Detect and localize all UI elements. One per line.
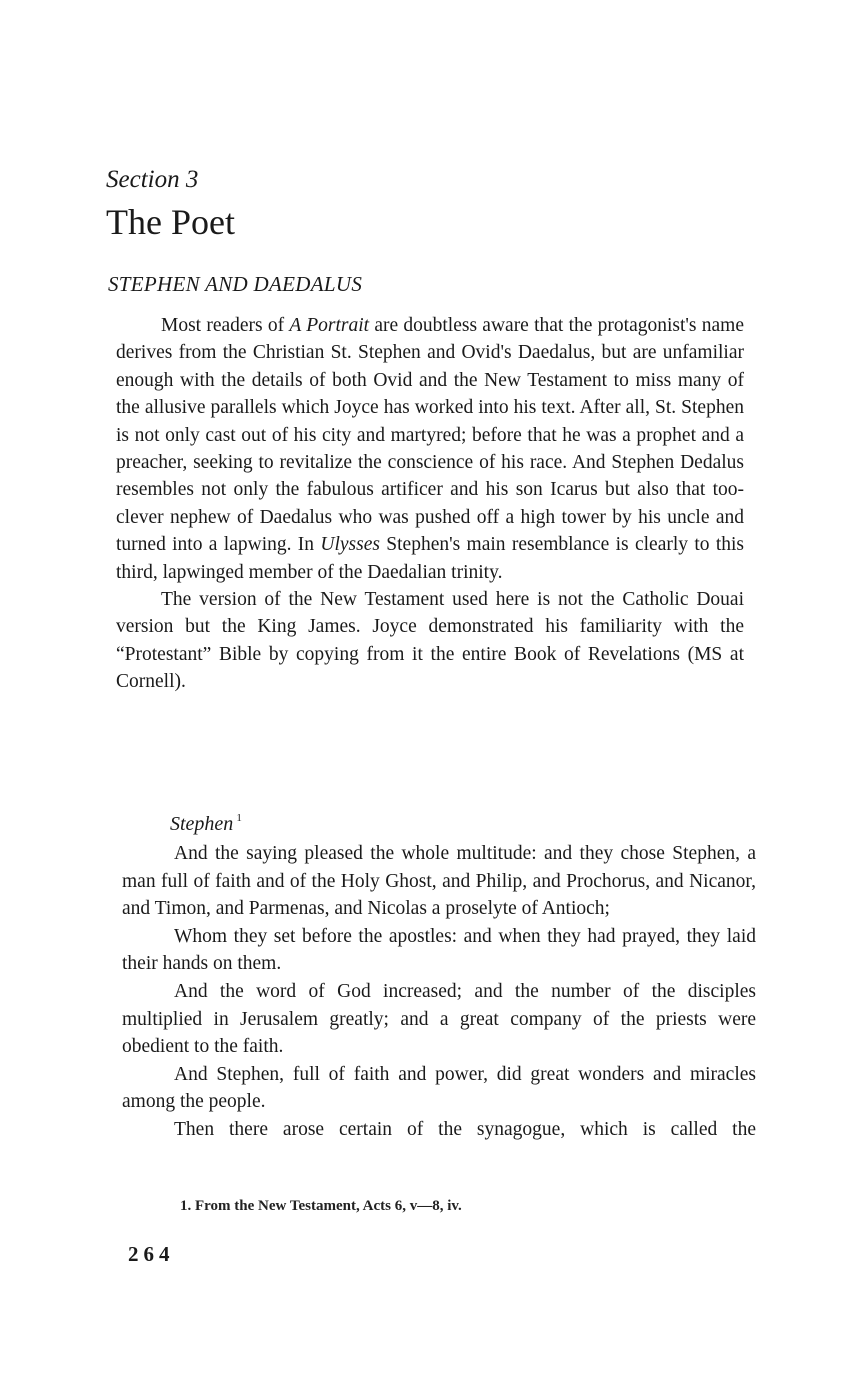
section-title: The Poet: [106, 202, 235, 242]
intro-paragraph-2: The version of the New Testament used here is not the Catholic Douai version but the King James. Joyce demonstrated his familiarity with the “Protestant” Bible by copying from it the entire Book of Revelations (MS at Cornell).: [116, 589, 744, 693]
intro-p1-text-b: are doubtless aware that the protagonist's name derives from the Christian St. Stephen and Ovid's Daedalus, but are unfamiliar enough with the details of both Ovid and the New Testament to miss many of the allusive parallels which Joyce has worked into his text. After all, St. Stephen is not only cast out of his city and martyred; before that he was a prophet and a preacher, seeking to revitalize the conscience of his race. And Stephen Dedalus resembles not only the fabulous artificer and his son Icarus but also that too-clever nephew of Daedalus who was pushed off a high tower by his uncle and turned into a lapwing. In: [116, 315, 744, 556]
intro-p1-text-c: Stephen's main resemblance is clearly to this third, lapwinged member of the Daedalian trinity.: [116, 534, 744, 583]
footnote: 1. From the New Testament, Acts 6, v—8, iv.: [180, 1198, 462, 1214]
footnote-marker: 1: [236, 812, 242, 824]
excerpt-heading-text: Stephen: [170, 813, 234, 835]
verse: And the word of God increased; and the number of the disciples multiplied in Jerusalem greatly; and a great company of the priests were obedient to the faith.: [122, 980, 756, 1058]
verse: And Stephen, full of faith and power, did great wonders and miracles among the people.: [122, 1063, 756, 1113]
scripture-excerpt: [122, 840, 756, 1144]
verse: Whom they set before the apostles: and when they had prayed, they laid their hands on them.: [122, 925, 756, 975]
excerpt-heading: [170, 804, 242, 838]
verse: And the saying pleased the whole multitude: and they chose Stephen, a man full of faith and of the Holy Ghost, and Philip, and Prochorus, and Nicanor, and Timon, and Parmenas, and Nicolas a proselyte of Antioch;: [122, 843, 756, 920]
section-label: Section 3: [106, 166, 199, 193]
subheading: STEPHEN AND DAEDALUS: [108, 272, 363, 296]
title-a-portrait: A Portrait: [289, 315, 370, 336]
intro-p1-text-a: Most readers of: [161, 315, 290, 336]
intro-paragraph-1: [116, 312, 744, 586]
title-ulysses: Ulysses: [320, 534, 380, 556]
intro-text: [116, 312, 744, 696]
page-number: 264: [128, 1242, 175, 1266]
verse: Then there arose certain of the synagogue, which is called the: [174, 1118, 756, 1140]
